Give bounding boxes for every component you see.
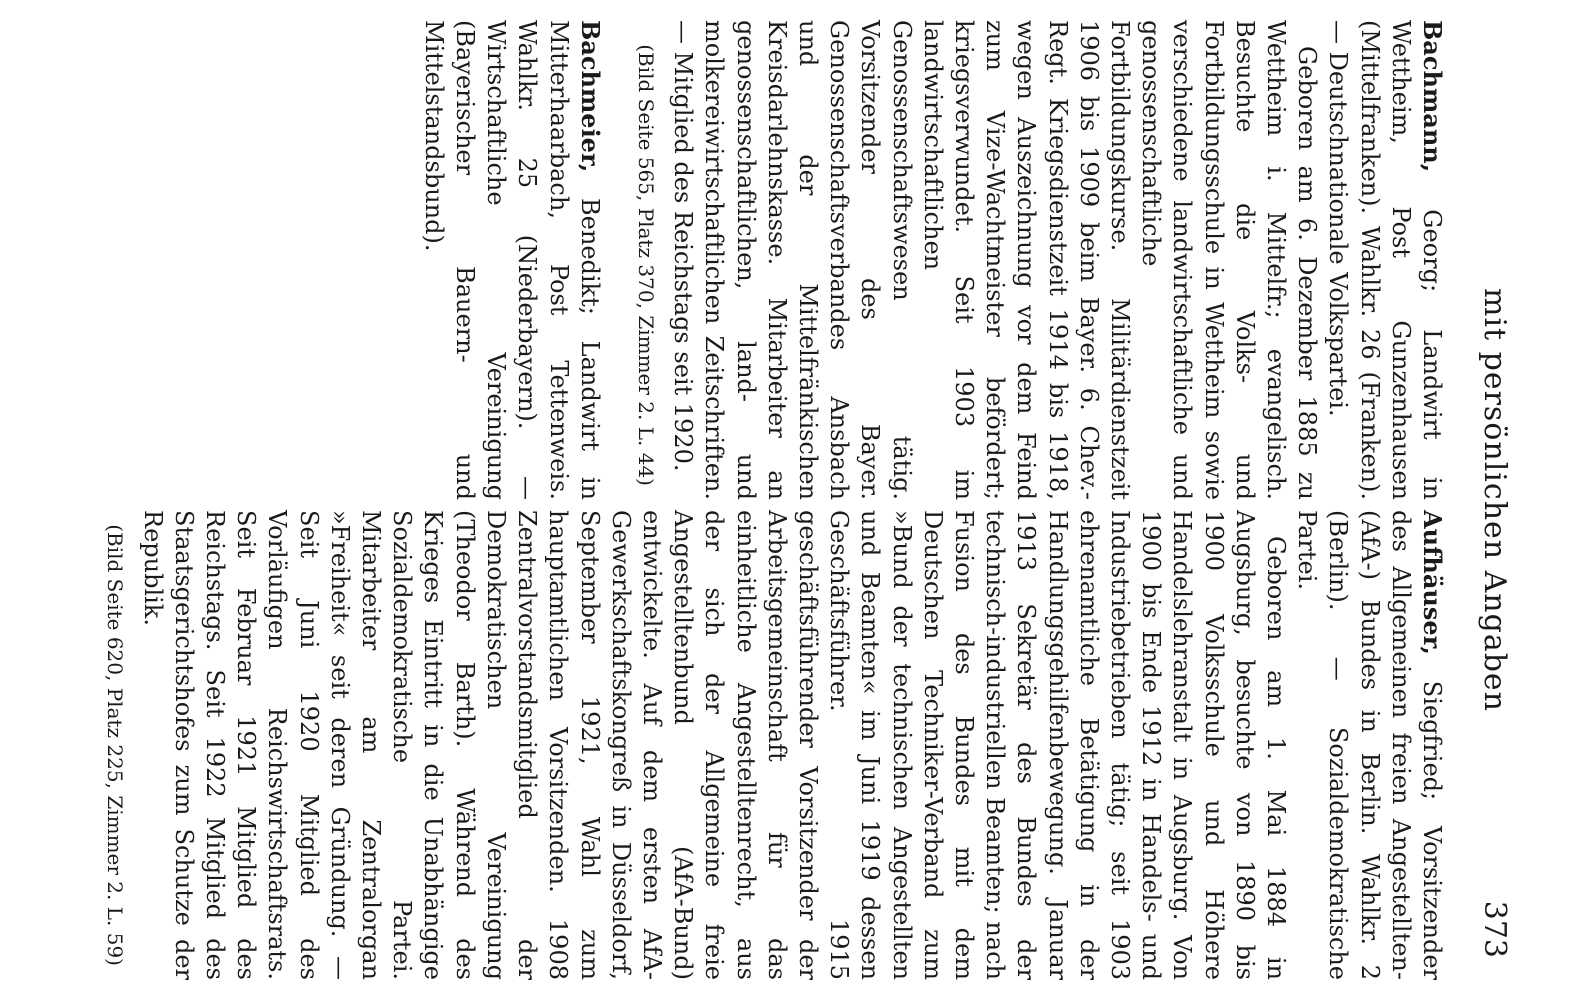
entry-biography: Geboren am 6. Dezember 1885 zu Wettheim i. Mittelfr.; evangelisch. Besuchte die Volks- und Fortbildungsschule in Wettheim sowie verschiedene landwirtschaftliche und genossenschaftliche Fortbildungskurse. Militärdienstzeit 1906 bis 1909 beim Bayer. 6. Chev.-Regt. Kriegsdienstzeit 1914 bis 1918, wegen Auszeichnung vor dem Feind zum Vize-Wachtmeister befördert; kriegsverwundet. Seit 1903 im landwirtschaftlichen Genossenschaftswesen tätig. Vorsitzender des Bayer. Genossenschaftsverbandes Ansbach und der Mittelfränkischen Kreisdarlehnskasse. Mitarbeiter an genossenschaftlichen, land- und molkereiwirtschaftlichen Zeitschriften. — Mitglied des Reichstags seit 1920.	[669, 20, 1322, 500]
entry-biography: Geboren am 1. Mai 1884 in Augsburg, besuchte von 1890 bis 1900 Volksschule und Höhere Handelslehranstalt in Augsburg. Von 1900 bis Ende 1912 in Handels- und Industriebetrieben tätig; seit 1903 ehrenamtliche Betätigung in der Handlungsgehilfenbewegung. Januar 1913 Sekretär des Bundes der technisch-industriellen Beamten; nach Fusion des Bundes mit dem Deutschen Techniker-Verband zum »Bund der technischen Angestellten und Beamten« im Juni 1919 dessen Geschäftsführer. 1915 geschäftsführender Vorsitzender der Arbeitsgemeinschaft für das einheitliche Angestelltenrecht, aus der sich der Allgemeine freie Angestelltenbund (AfA-Bund) entwickelte. Auf dem ersten AfA-Gewerkschaftskongreß in Düsseldorf, September 1921, Wahl zum hauptamtlichen Vorsitzenden. 1908 Zentralvorstandsmitglied der Demokratischen Vereinigung (Theodor Barth). Während des Krieges Eintritt in die Unabhängige Sozialdemokratische Partei. Mitarbeiter am Zentralorgan »Freiheit« seit deren Gründung. — Seit Juni 1920 Mitglied des Vorläufigen Reichswirtschaftsrats. Seit Februar 1921 Mitglied des Reichstags. Seit 1922 Mitglied des Staatsgerichtshofes zum Schutze der Republik.	[138, 510, 1290, 980]
page-header	[1466, 0, 1526, 1000]
digitization-credit-strip	[0, 0, 586, 14]
entry-intro	[1322, 20, 1448, 500]
entry-name: Bachmeier,	[575, 20, 605, 173]
header-title: mit persönlichen Angaben	[1477, 288, 1512, 712]
entry-reference: (Bild Seite 620, Platz 225, Zimmer 2. L. 59)	[103, 524, 128, 966]
entry-intro	[1291, 510, 1448, 980]
entry-bachmeier	[418, 20, 606, 500]
entry-reference: (Bild Seite 565, Platz 370, Zimmer 2. L. 44)	[633, 44, 658, 486]
entry-bachmann	[630, 20, 1448, 500]
page-number: 373	[1477, 900, 1512, 958]
entry-summary: Benedikt; Landwirt in Mitterhaarbach, Post Tettenweis. Wahlkr. 25 (Niederbayern). — Wirtschaftliche Vereinigung (Bayerischer Bauern- und Mittelstandsbund).	[419, 20, 604, 500]
entry-intro	[418, 20, 606, 500]
entry-aufhaeuser	[99, 510, 1448, 980]
column-right	[75, 510, 1448, 980]
column-left	[394, 20, 1449, 500]
entry-summary: Siegfried; Vorsitzender des Allgemeinen freien Angestellten- (AfA-) Bundes in Berlin. Wahlkr. 2 (Berlin). — Sozialdemokratische Partei.	[1293, 510, 1446, 980]
entry-name: Aufhäuser,	[1418, 510, 1447, 655]
entry-summary: Georg; Landwirt in Wettheim, Post Gunzenhausen (Mittelfranken). Wahlkr. 26 (Franken). — Deutschnationale Volkspartei.	[1324, 20, 1446, 500]
entry-name: Bachmann,	[1418, 20, 1447, 173]
